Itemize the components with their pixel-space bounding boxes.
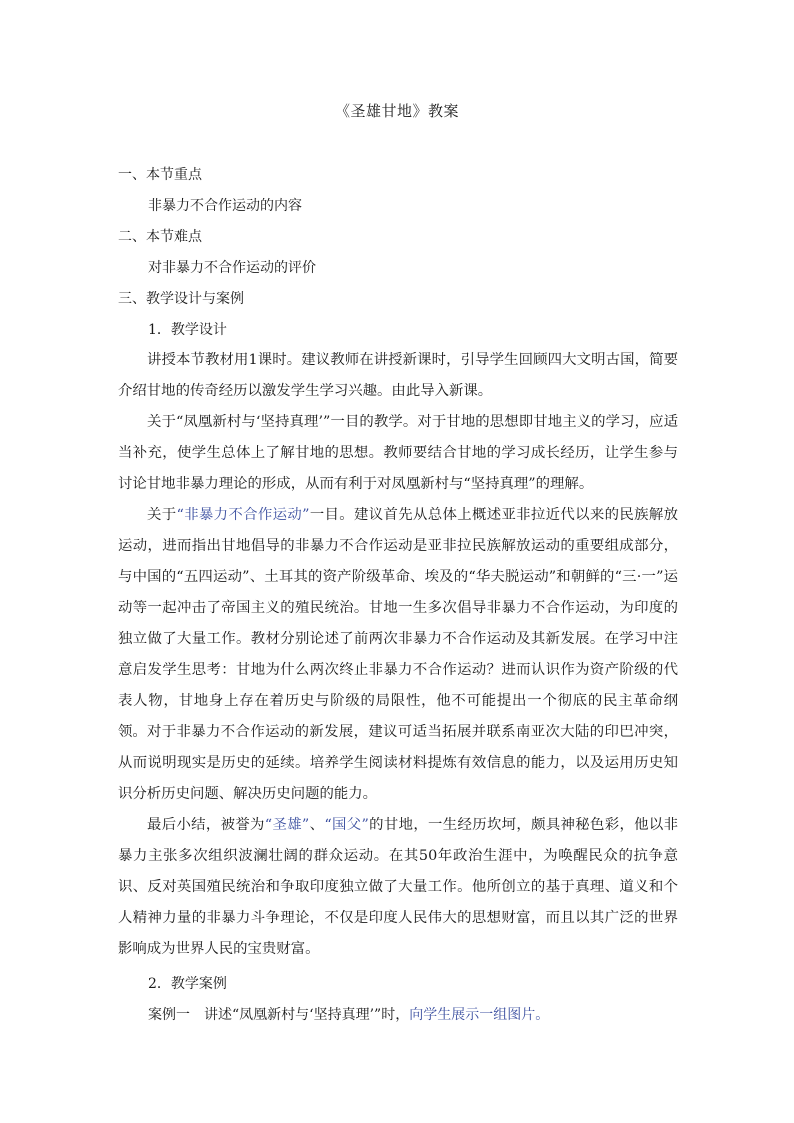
subsection-heading-teaching-case: 2．教学案例 — [148, 976, 227, 992]
paragraph-3-highlight: “非暴力不合作运动” — [176, 507, 310, 523]
section-heading-3: 三、教学设计与案例 — [118, 291, 244, 307]
paragraph-5-mid: 、 — [309, 817, 325, 833]
paragraph-3-pre: 关于 — [147, 507, 177, 523]
paragraph-5-highlight-2: “国父” — [324, 817, 369, 833]
paragraph-5-pre: 最后小结，被誉为 — [147, 817, 265, 833]
paragraph-5-post: 的甘地，一生经历坎坷，颇具神秘色彩，他以非暴力主张多次组织波澜壮阔的群众运动。在其50年政治生涯中，为唤醒民众的抗争意识、反对英国殖民统治和争取印度独立做了大量工作。他所创立的基于真理、道义和个人精神力量的非暴力斗争理论，不仅是印度人民伟大的思想财富，而且以其广泛的世界影响成为世界人民的宝贵财富。 — [118, 817, 678, 957]
case-1-label: 案例一 — [148, 1007, 190, 1023]
paragraph-1: 讲授本节教材用1课时。建议教师在讲授新课时，引导学生回顾四大文明古国，简要介绍甘地的传奇经历以激发学生学习兴趣。由此导入新课。 — [118, 352, 678, 399]
document-title: 《圣雄甘地》教案 — [334, 102, 459, 120]
paragraph-3-post: 一目。建议首先从总体上概述亚非拉近代以来的民族解放运动，进而指出甘地倡导的非暴力不合作运动是亚非拉民族解放运动的重要组成部分，与中国的“五四运动”、土耳其的资产阶级革命、埃及的“华夫脱运动”和朝鲜的“三·一”运动等一起冲击了帝国主义的殖民统治。甘地一生多次倡导非暴力不合作运动，为印度的独立做了大量工作。教材分别论述了前两次非暴力不合作运动及其新发展。在学习中注意启发学生思考：甘地为什么两次终止非暴力不合作运动？进而认识作为资产阶级的代表人物，甘地身上存在着历史与阶级的局限性，他不可能提出一个彻底的民主革命纲领。 — [118, 507, 678, 740]
paragraph-4: 对于非暴力不合作运动的新发展，建议可适当拓展并联系南亚次大陆的印巴冲突，从而说明现实是历史的延续。培养学生阅读材料提炼有效信息的能力，以及运用历史知识分析历史问题、解决历史问题的能力。 — [118, 724, 678, 802]
paragraph-2 — [118, 407, 678, 500]
subsection-heading-teaching-design: 1．教学设计 — [148, 322, 227, 338]
case-1-highlight: 向学生展示一组图片。 — [409, 1007, 550, 1023]
case-1 — [148, 1006, 549, 1024]
paragraph-3 — [118, 500, 678, 748]
section-body-2: 对非暴力不合作运动的评价 — [148, 260, 316, 276]
section-body-1: 非暴力不合作运动的内容 — [148, 198, 302, 214]
section-heading-1: 一、本节重点 — [118, 167, 202, 183]
paragraph-5 — [118, 810, 678, 965]
section-heading-2: 二、本节难点 — [118, 229, 202, 245]
paragraph-5-highlight-1: “圣雄” — [264, 817, 310, 833]
case-1-text: 讲述“凤凰新村与‘坚持真理’”时， — [204, 1007, 410, 1023]
paragraph-2-text: 关于“凤凰新村与‘坚持真理’”一目的教学。对于甘地的思想即甘地主义的学习，应适当补充，使学生总体上了解甘地的思想。教师要结合甘地的学习成长经历，让学生参与讨论甘地非暴力理论的形成，从而有利于对凤凰新村与“坚持真理”的理解。 — [118, 414, 678, 492]
